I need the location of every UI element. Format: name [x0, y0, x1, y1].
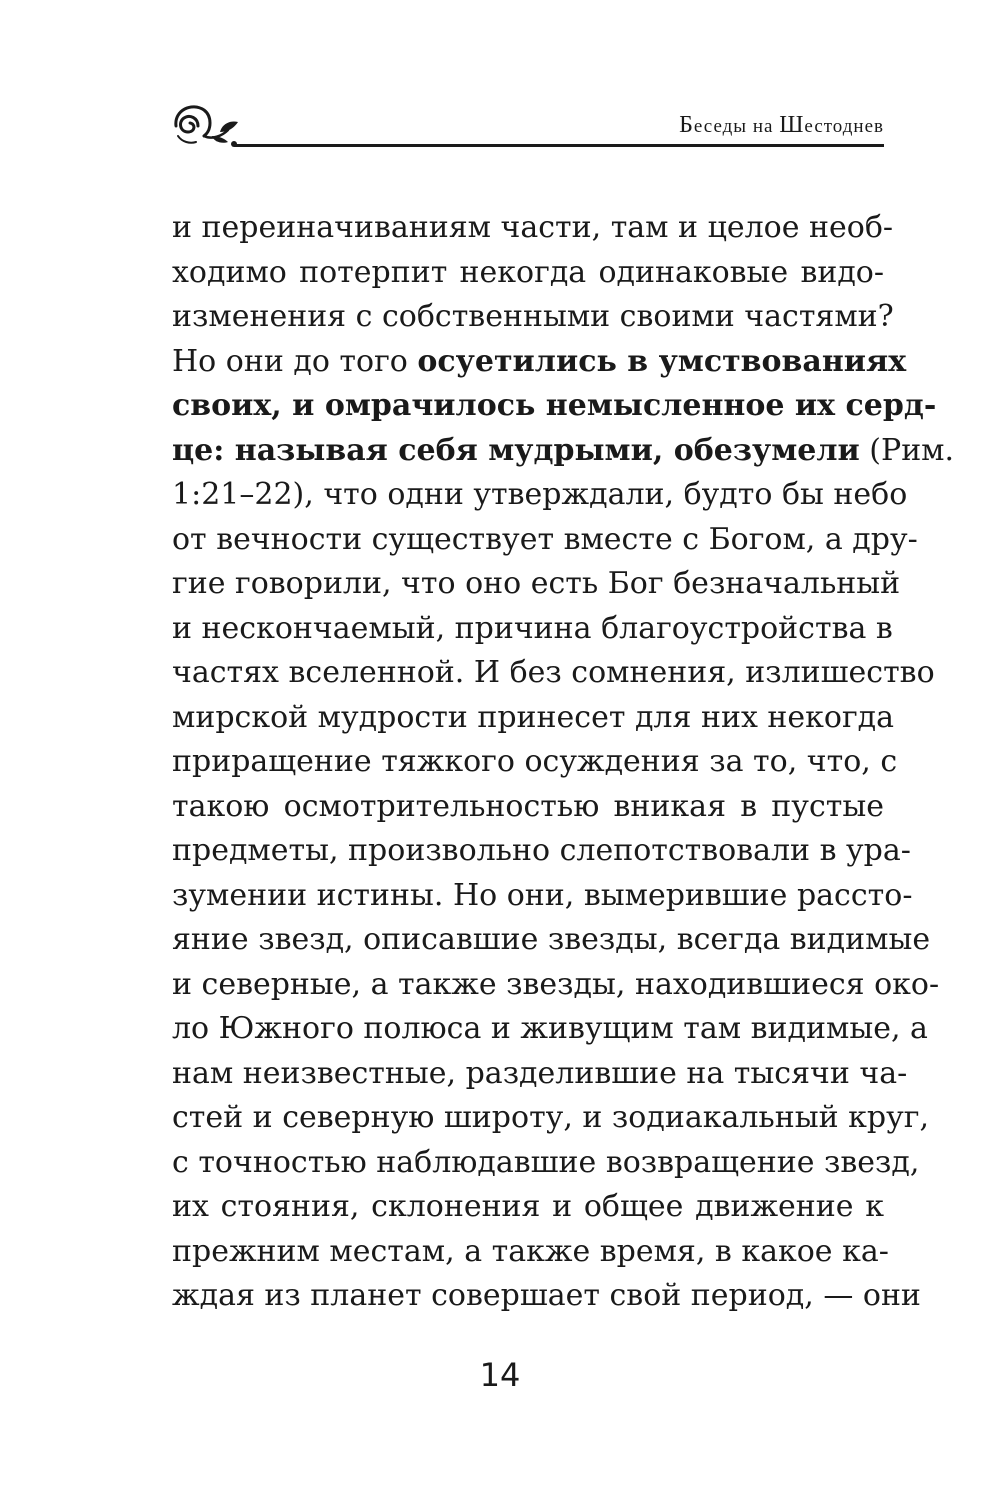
text-line: ло Южного полюса и живущим там видимые, а	[172, 1011, 928, 1046]
bold-emphasis: осуетились в умствованиях	[417, 343, 907, 379]
text-line: нам неизвестные, разделившие на тысячи ча-	[172, 1055, 908, 1091]
running-header	[168, 96, 884, 156]
text-line: мирской мудрости принесет для них некогда	[172, 699, 895, 735]
scripture-reference: (Рим.	[859, 432, 955, 468]
text-line: изменения с собственными своими частями?	[172, 299, 894, 334]
text-line: приращение тяжкого осуждения за то, что, с	[172, 744, 898, 779]
bold-emphasis: своих, и омрачилось немысленное их серд-	[172, 388, 937, 423]
text-line: яние звезд, описавшие звезды, всегда видимые	[172, 922, 931, 957]
flourish-ornament-icon	[168, 96, 246, 156]
running-title-smallcaps: еседы на	[693, 116, 780, 137]
running-title-first-letter: Б	[679, 112, 694, 138]
text-line: частях вселенной. И без сомнения, излишество	[172, 655, 935, 690]
running-title-second-letter: Ш	[779, 112, 805, 138]
text-line: и северные, а также звезды, находившиеся око-	[172, 966, 940, 1002]
text-line	[172, 340, 907, 385]
text-line-start: Но они до того	[172, 343, 418, 379]
text-line: и нескончаемый, причина благоустройства в	[172, 610, 893, 646]
page-number: 14	[479, 1356, 521, 1394]
running-title-smallcaps-2: естоднев	[804, 116, 884, 137]
text-line: предметы, произвольно слепотствовали в ура-	[172, 833, 911, 868]
running-title	[679, 112, 884, 139]
text-line	[172, 384, 937, 429]
text-line: и переиначиваниям части, там и целое необ-	[172, 210, 894, 245]
text-line: ждая из планет совершает свой период, — они	[172, 1278, 921, 1313]
body-text	[172, 206, 955, 1319]
text-line: 1:21–22), что одни утверждали, будто бы небо	[172, 477, 908, 512]
text-line: прежним местам, а также время, в какое ка-	[172, 1233, 889, 1269]
header-rule	[234, 144, 884, 147]
text-line	[172, 429, 955, 474]
text-line: стей и северную широту, и зодиакальный круг,	[172, 1100, 929, 1135]
text-line: с точностью наблюдавшие возвращение звезд,	[172, 1144, 920, 1180]
text-line: их стояния, склонения и общее движение к	[172, 1189, 884, 1224]
text-line: зумении истины. Но они, вымерившие рассто-	[172, 877, 913, 913]
text-line: ходимо потерпит некогда одинаковые видо-	[172, 254, 884, 290]
text-line: такою осмотрительностью вникая в пустые	[172, 788, 884, 824]
bold-emphasis: це: называя себя мудрыми, обезумели	[172, 432, 860, 468]
text-line: гие говорили, что оно есть Бог безначальный	[172, 566, 901, 601]
text-line: от вечности существует вместе с Богом, а дру-	[172, 521, 918, 557]
